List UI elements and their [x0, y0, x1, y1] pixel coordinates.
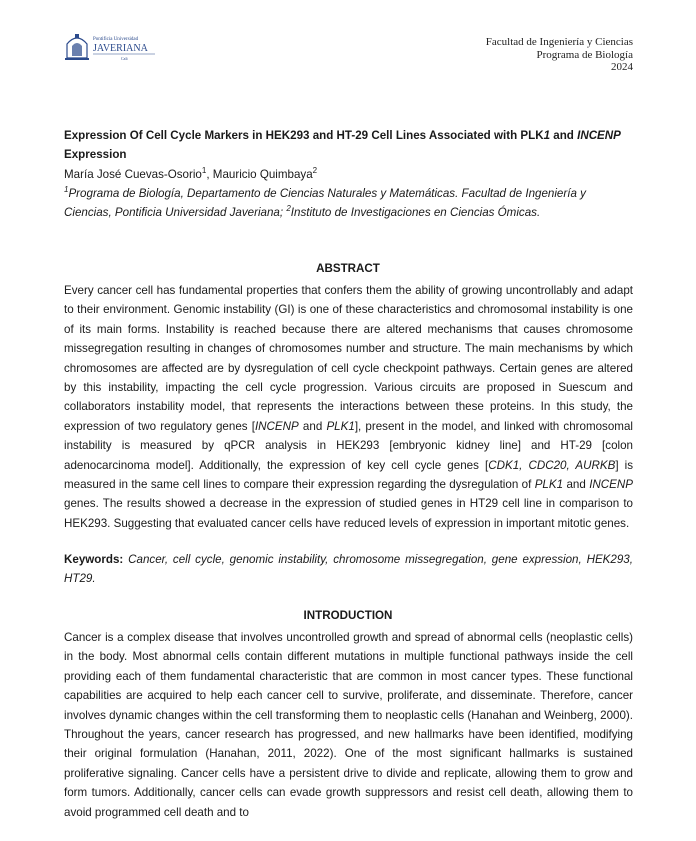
faculty-header [486, 36, 633, 74]
faculty-name: Facultad de Ingeniería y Ciencias [485, 36, 633, 48]
author-2: Mauricio Quimbaya [212, 168, 313, 181]
introduction-text: Cancer is a complex disease that involves uncontrolled growth and spread of abnormal cells (neoplastic cells) in the body. Most abnormal cells contain different mutations in multiple functional pathways inside the cell providing each of them fundamental characteristic that are common in most cancer types. These functional capabilities are acquired to help each cancer cell to survive, proliferate, and disseminate. Therefore, cancer involves dynamic changes within the cell transforming them to neoplastic cells (Hanahan and Weinberg, 2000). Throughout the years, cancer research has progressed, and new hallmarks have been identified, modifying their original formulation (Hanahan, 2011, 2022). One of the most significant hallmarks is sustained proliferative signaling. Cancer cells have a persistent drive to divide and replicate, allowing them to grow and form tumors. Additionally, cancer cells can evade growth suppressors and resist cell death, allowing them to avoid programmed cell death and to [64, 631, 633, 819]
keywords-list: Cancer, cell cycle, genomic instability, chromosome missegregation, gene expression, HEK293, HT29. [64, 553, 633, 586]
logo-text-top: Pontificia Universidad [93, 37, 139, 42]
abstract-text: Every cancer cell has fundamental properties that confers them the ability of growing uncontrollably and adapt to their environment. Genomic instability (GI) is one of these characteristics and chromosomal instability is one of its main forms. Instability is reached because there are altered mechanisms that causes chromosome missegregation resulting in changes of chromosomes number and structure. The main mechanisms by which chromosomes are affected are by dysregulation of cell cycle checkpoint pathways. Certain genes are altered by this instability, impacting the cell cycle progression. Various circuits are proposed in Suescum and collaborators instability model, that represents the interactions between these proteins. In this study, the expression of two regulatory genes [INCENP and PLK1], present in the model, and linked with chromosomal instability is measured by qPCR analysis in HEK293 [embryonic kidney line] and HT-29 [colon adenocarcinoma model]. Additionally, the expression of key cell cycle genes [CDK1, CDC20, AURKB] is measured in the same cell lines to compare their expression regarding the dysregulation of PLK1 and INCENP genes. The results showed a decrease in the expression of studied genes in HT29 cell line in comparison to HEK293. Suggesting that evaluated cancer cells have reduced levels of expression in important mitotic genes. [64, 284, 634, 530]
authors: María José Cuevas-Osorio$^1$, Mauricio Quimbaya$^2$ [64, 166, 318, 181]
affiliations: $^1$Programa de Biología, Departamento de Ciencias Naturales y Matemáticas. Facultad de Ingeniería y Ciencias, Pontificia Universidad Javeriana; $^2$Instituto de Investigaciones en Ciencias Ómicas. [64, 185, 586, 220]
introduction-heading: INTRODUCTION [303, 609, 393, 622]
abstract-heading: ABSTRACT [316, 262, 380, 275]
year: 2024 [611, 61, 633, 73]
keywords-label: Keywords: [64, 553, 129, 566]
keywords [64, 550, 633, 589]
logo-text-main: JAVERIANA [93, 43, 148, 54]
paper-title: Expression Of Cell Cycle Markers in HEK293 and HT-29 Cell Lines Associated with PLK1 and INCENP Expression [64, 129, 621, 162]
logo-text-city: Cali [121, 56, 128, 61]
university-logo [63, 28, 158, 66]
author-1: María José Cuevas-Osorio [64, 168, 202, 181]
program-name: Programa de Biología [536, 48, 633, 61]
